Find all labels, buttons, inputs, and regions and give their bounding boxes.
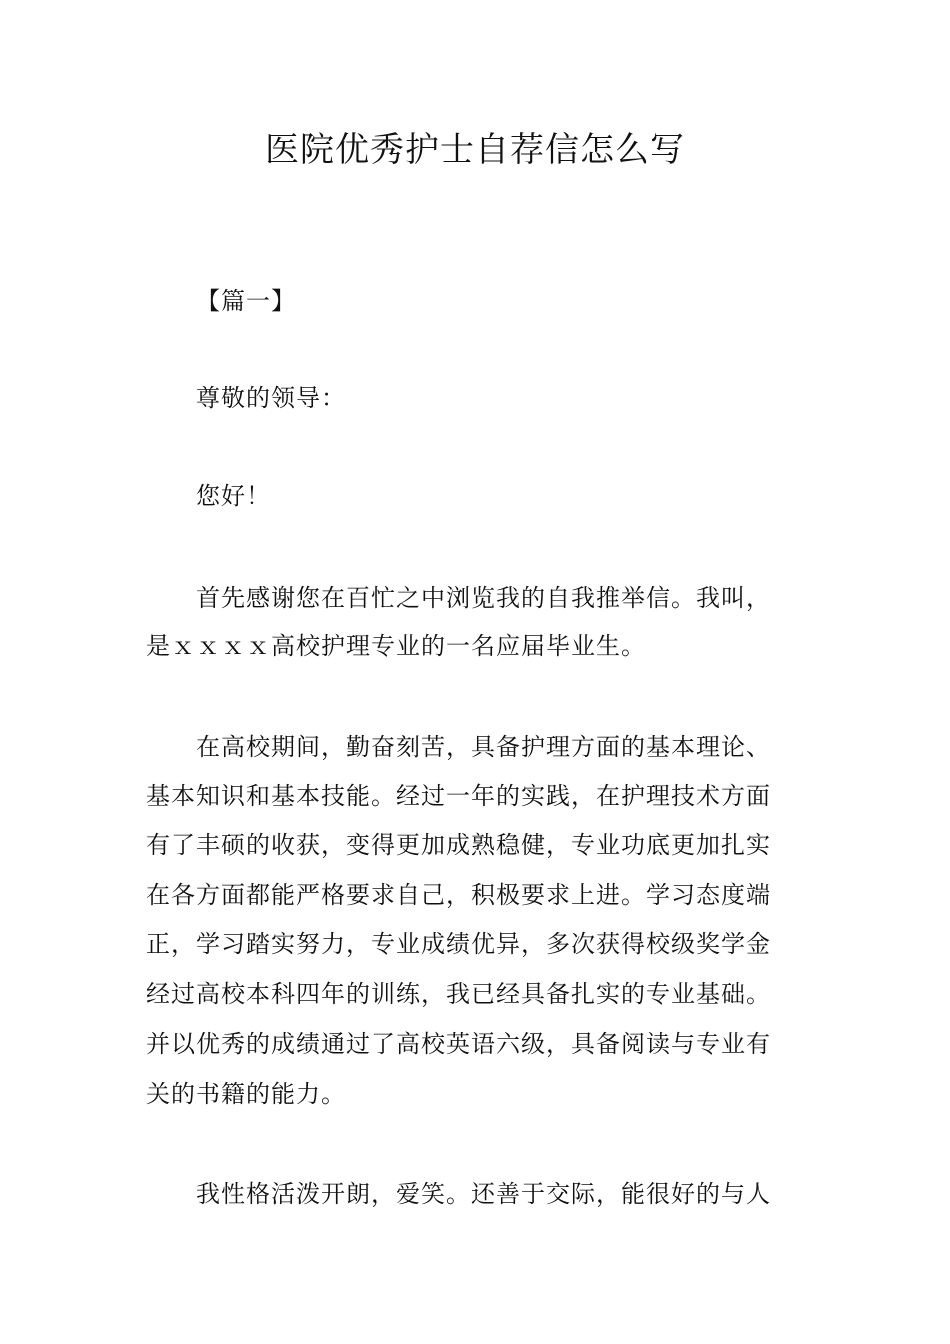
paragraph-line: 关的书籍的能力。 <box>146 1080 346 1108</box>
paragraph-line: 在高校期间，勤奋刻苦，具备护理方面的基本理论、 <box>196 733 771 761</box>
paragraph-line: 首先感谢您在百忙之中浏览我的自我推举信。我叫， <box>196 584 771 612</box>
paragraph-line: 正，学习踏实努力，专业成绩优异，多次获得校级奖学金 <box>146 930 771 958</box>
paragraph-line: 在各方面都能严格要求自己，积极要求上进。学习态度端 <box>146 881 771 909</box>
paragraph-line: 并以优秀的成绩通过了高校英语六级，具备阅读与专业有 <box>146 1030 771 1058</box>
paragraph-line: 基本知识和基本技能。经过一年的实践，在护理技术方面 <box>146 782 771 810</box>
paragraph-line: 有了丰硕的收获，变得更加成熟稳健，专业功底更加扎实 <box>146 831 771 859</box>
paragraph-line: 经过高校本科四年的训练，我已经具备扎实的专业基础。 <box>146 980 771 1008</box>
section-label: 【篇一】 <box>196 287 296 315</box>
paragraph-line: 我性格活泼开朗，爱笑。还善于交际，能很好的与人 <box>196 1180 771 1208</box>
page-title: 医院优秀护士自荐信怎么写 <box>265 130 685 170</box>
salutation: 尊敬的领导： <box>196 384 346 412</box>
paragraph-line: 是ｘｘｘｘ高校护理专业的一名应届毕业生。 <box>146 632 646 660</box>
greeting: 您好！ <box>196 482 271 510</box>
